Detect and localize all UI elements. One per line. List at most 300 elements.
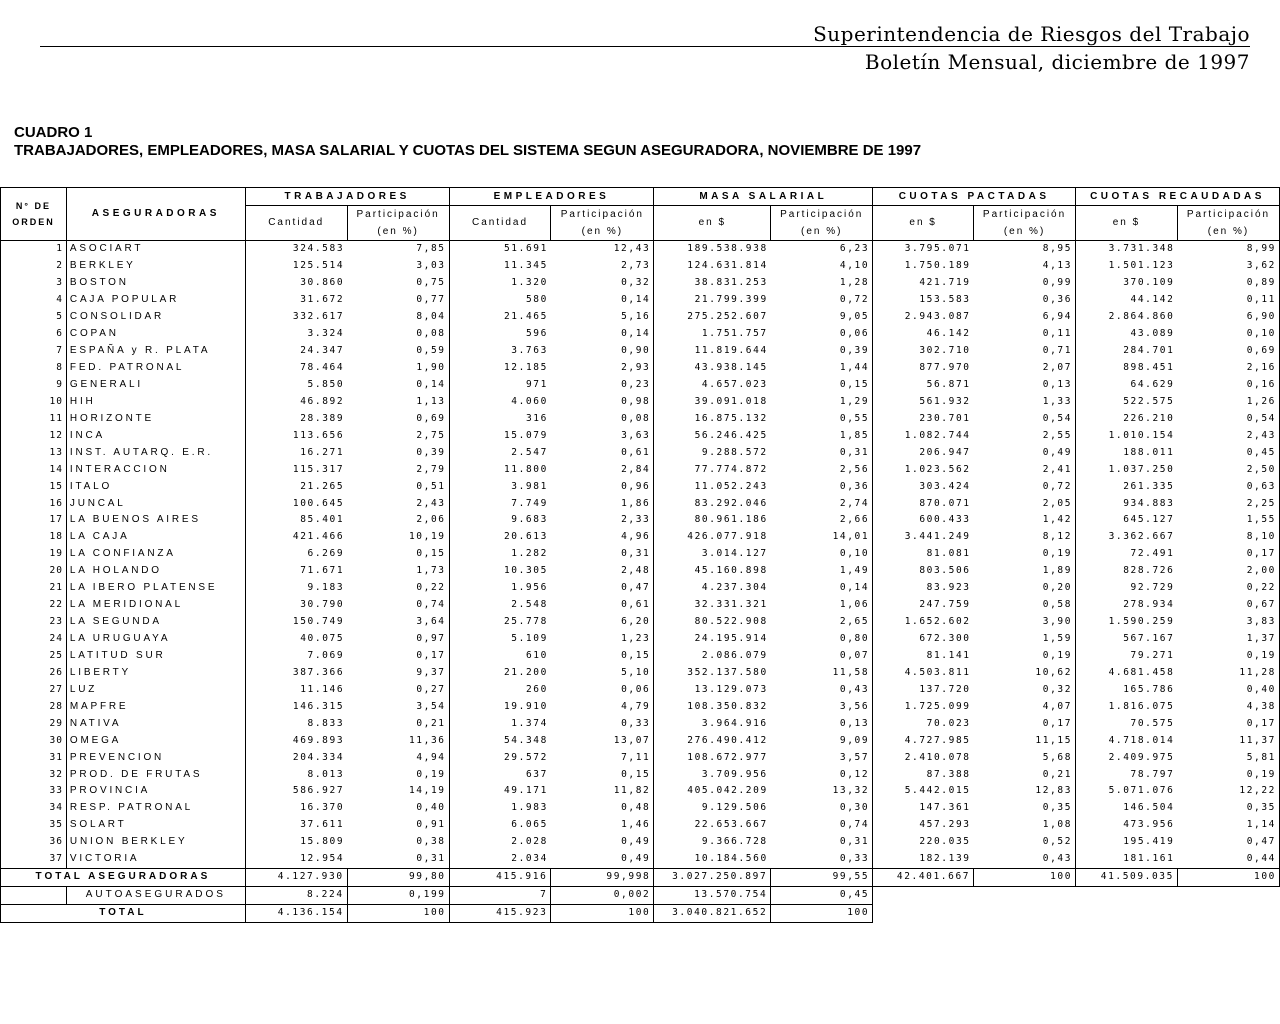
- row-value: 100.645: [292, 497, 345, 509]
- col-orden-line2: ORDEN: [12, 217, 55, 227]
- autoasegurados-orden: [1, 886, 67, 904]
- row-value: 1.983: [511, 802, 548, 814]
- row-participacion: 11,37: [1177, 732, 1279, 749]
- row-value: 1.751.757: [701, 328, 768, 340]
- row-participacion: 1,33: [974, 393, 1076, 410]
- row-participacion: 2,43: [1177, 427, 1279, 444]
- table-title: TRABAJADORES, EMPLEADORES, MASA SALARIAL Y CUOTAS DEL SISTEMA SEGUN ASEGURADORA, NOVIEMBRE DE 1997: [14, 142, 922, 159]
- row-participacion: 0,10: [771, 546, 873, 563]
- total-row: [1, 904, 1280, 922]
- row-orden: 12: [1, 427, 67, 444]
- table-row: [1, 529, 1280, 546]
- row-participacion: 9,37: [347, 664, 449, 681]
- row-participacion: 2,07: [974, 360, 1076, 377]
- row-value: 29.572: [503, 751, 548, 763]
- report-header-bulletin: Boletín Mensual, diciembre de 1997: [864, 50, 1250, 74]
- autoasegurados-value: 13.570.754: [654, 886, 771, 904]
- row-participacion: 4,79: [551, 698, 654, 715]
- row-participacion: 0,71: [974, 343, 1076, 360]
- total-aseguradoras-value: 99,55: [771, 868, 873, 886]
- row-participacion: 1,85: [771, 427, 873, 444]
- table-row: [1, 563, 1280, 580]
- row-aseguradora: VICTORIA: [66, 851, 245, 868]
- row-value: 24.347: [300, 345, 345, 357]
- row-value: 1.037.250: [1108, 463, 1175, 475]
- row-orden: 22: [1, 597, 67, 614]
- row-value: 125.514: [292, 260, 345, 272]
- row-participacion: 0,69: [347, 410, 449, 427]
- row-participacion: 0,43: [974, 851, 1076, 868]
- row-participacion: 11,82: [551, 783, 654, 800]
- row-participacion: 4,07: [974, 698, 1076, 715]
- table-row: [1, 377, 1280, 394]
- row-value: 1.956: [511, 582, 548, 594]
- row-value: 188.011: [1123, 446, 1175, 458]
- row-value: 3.362.667: [1108, 531, 1175, 543]
- row-orden: 24: [1, 631, 67, 648]
- row-participacion: 0,98: [551, 393, 654, 410]
- row-participacion: 14,01: [771, 529, 873, 546]
- row-participacion: 0,47: [551, 580, 654, 597]
- row-value: 38.831.253: [694, 277, 768, 289]
- row-aseguradora: BOSTON: [66, 275, 245, 292]
- row-orden: 2: [1, 258, 67, 275]
- total-aseguradoras-value: 99,80: [347, 868, 449, 886]
- row-value: 12.185: [503, 362, 548, 374]
- subheader-value: en $: [654, 206, 771, 241]
- row-participacion: 0,51: [347, 478, 449, 495]
- row-participacion: 0,33: [771, 851, 873, 868]
- row-aseguradora: INST. AUTARQ. E.R.: [66, 444, 245, 461]
- row-participacion: 0,89: [1177, 275, 1279, 292]
- subheader-participacion: Participación: [1177, 206, 1279, 224]
- row-participacion: 1,44: [771, 360, 873, 377]
- row-participacion: 0,19: [1177, 766, 1279, 783]
- row-value: 64.629: [1130, 378, 1175, 390]
- row-participacion: 1,29: [771, 393, 873, 410]
- row-participacion: 0,30: [771, 800, 873, 817]
- row-value: 11.146: [300, 683, 345, 695]
- row-value: 80.522.908: [694, 616, 768, 628]
- row-value: 1.282: [511, 548, 548, 560]
- row-value: 124.631.814: [687, 260, 768, 272]
- row-value: 21.265: [300, 480, 345, 492]
- col-orden-line1: N° DE: [15, 201, 52, 211]
- row-orden: 20: [1, 563, 67, 580]
- row-participacion: 0,17: [1177, 546, 1279, 563]
- row-value: 20.613: [503, 531, 548, 543]
- row-value: 3.964.916: [701, 717, 768, 729]
- row-value: 3.441.249: [904, 531, 971, 543]
- row-participacion: 0,39: [347, 444, 449, 461]
- row-value: 46.892: [300, 395, 345, 407]
- row-aseguradora: RESP. PATRONAL: [66, 800, 245, 817]
- row-value: 49.171: [503, 785, 548, 797]
- row-participacion: 4,13: [974, 258, 1076, 275]
- row-orden: 35: [1, 817, 67, 834]
- row-participacion: 1,55: [1177, 512, 1279, 529]
- row-participacion: 0,21: [974, 766, 1076, 783]
- row-value: 284.701: [1123, 345, 1175, 357]
- row-value: 672.300: [919, 633, 971, 645]
- row-value: 4.681.458: [1108, 666, 1175, 678]
- row-participacion: 0,39: [771, 343, 873, 360]
- row-value: 85.401: [300, 514, 345, 526]
- total-aseguradoras-value: 3.027.250.897: [654, 868, 771, 886]
- row-participacion: 0,31: [771, 834, 873, 851]
- row-participacion: 4,10: [771, 258, 873, 275]
- row-orden: 1: [1, 241, 67, 258]
- row-value: 3.324: [307, 328, 345, 340]
- table-row: [1, 360, 1280, 377]
- row-participacion: 0,32: [551, 275, 654, 292]
- row-aseguradora: CAJA POPULAR: [66, 292, 245, 309]
- row-aseguradora: LA IBERO PLATENSE: [66, 580, 245, 597]
- row-participacion: 0,31: [347, 851, 449, 868]
- total-aseguradoras-label: TOTAL ASEGURADORAS: [1, 868, 246, 886]
- col-aseguradoras-header: ASEGURADORAS: [66, 188, 245, 241]
- row-value: 10.184.560: [654, 851, 771, 868]
- row-value: 7.749: [511, 497, 548, 509]
- row-participacion: 1,90: [347, 360, 449, 377]
- group-header-empleadores: EMPLEADORES: [449, 188, 654, 206]
- row-participacion: 3,64: [347, 614, 449, 631]
- row-participacion: 0,14: [347, 377, 449, 394]
- row-value: 9.288.572: [701, 446, 768, 458]
- row-participacion: 0,48: [551, 800, 654, 817]
- row-aseguradora: ASOCIART: [66, 241, 245, 258]
- row-participacion: 0,20: [974, 580, 1076, 597]
- row-participacion: 2,05: [974, 495, 1076, 512]
- row-value: 71.671: [300, 565, 345, 577]
- group-header-cuotas-pactadas: CUOTAS PACTADAS: [873, 188, 1076, 206]
- table-row: [1, 631, 1280, 648]
- row-participacion: 3,63: [551, 427, 654, 444]
- row-orden: 17: [1, 512, 67, 529]
- autoasegurados-value: 0,45: [771, 886, 873, 904]
- row-orden: 31: [1, 749, 67, 766]
- row-participacion: 0,15: [347, 546, 449, 563]
- row-participacion: 0,90: [551, 343, 654, 360]
- row-value: 78.797: [1130, 768, 1175, 780]
- row-value: 6.065: [511, 819, 548, 831]
- row-value: 108.350.832: [687, 700, 768, 712]
- table-row: [1, 309, 1280, 326]
- row-participacion: 0,61: [551, 444, 654, 461]
- row-value: 83.923: [926, 582, 971, 594]
- row-value: 45.160.898: [694, 565, 768, 577]
- row-participacion: 2,74: [771, 495, 873, 512]
- row-aseguradora: LA SEGUNDA: [66, 614, 245, 631]
- row-participacion: 2,16: [1177, 360, 1279, 377]
- row-orden: 8: [1, 360, 67, 377]
- subheader-participacion: Participación: [347, 206, 449, 224]
- row-participacion: 1,42: [974, 512, 1076, 529]
- row-value: 5.850: [307, 378, 345, 390]
- row-participacion: 0,11: [974, 326, 1076, 343]
- row-aseguradora: HIH: [66, 393, 245, 410]
- row-value: 230.701: [919, 412, 971, 424]
- total-aseguradoras-value: 100: [1177, 868, 1279, 886]
- row-participacion: 12,43: [551, 241, 654, 258]
- row-value: 4.237.304: [701, 582, 768, 594]
- row-participacion: 0,67: [1177, 597, 1279, 614]
- row-value: 79.271: [1130, 649, 1175, 661]
- row-participacion: 1,23: [551, 631, 654, 648]
- total-aseguradoras-row: [1, 868, 1280, 886]
- row-value: 387.366: [292, 666, 345, 678]
- table-row: [1, 410, 1280, 427]
- row-value: 457.293: [919, 819, 971, 831]
- row-orden: 4: [1, 292, 67, 309]
- row-value: 1.652.602: [904, 616, 971, 628]
- row-participacion: 4,96: [551, 529, 654, 546]
- row-participacion: 0,06: [551, 681, 654, 698]
- row-participacion: 2,06: [347, 512, 449, 529]
- row-participacion: 2,75: [347, 427, 449, 444]
- row-participacion: 2,93: [551, 360, 654, 377]
- row-aseguradora: PROVINCIA: [66, 783, 245, 800]
- row-participacion: 1,89: [974, 563, 1076, 580]
- table-number: CUADRO 1: [14, 124, 93, 141]
- row-participacion: 0,14: [551, 292, 654, 309]
- row-value: 421.466: [292, 531, 345, 543]
- row-participacion: 0,23: [551, 377, 654, 394]
- row-value: 2.034: [449, 851, 551, 868]
- row-value: 316: [525, 412, 548, 424]
- row-participacion: 2,66: [771, 512, 873, 529]
- row-value: 645.127: [1123, 514, 1175, 526]
- row-participacion: 2,84: [551, 461, 654, 478]
- row-aseguradora: ESPAÑA y R. PLATA: [66, 343, 245, 360]
- table-row: [1, 851, 1280, 868]
- total-value: 100: [771, 904, 873, 922]
- row-participacion: 0,45: [1177, 444, 1279, 461]
- row-participacion: 14,19: [347, 783, 449, 800]
- row-aseguradora: OMEGA: [66, 732, 245, 749]
- row-participacion: 2,00: [1177, 563, 1279, 580]
- row-aseguradora: INTERACCION: [66, 461, 245, 478]
- row-participacion: 2,73: [551, 258, 654, 275]
- total-aseguradoras-value: 415.916: [449, 868, 551, 886]
- row-value: 51.691: [503, 243, 548, 255]
- row-participacion: 0,08: [347, 326, 449, 343]
- row-value: 13.129.073: [694, 683, 768, 695]
- autoasegurados-row: [1, 886, 1280, 904]
- row-participacion: 0,72: [974, 478, 1076, 495]
- row-value: 137.720: [919, 683, 971, 695]
- row-orden: 34: [1, 800, 67, 817]
- row-participacion: 0,32: [974, 681, 1076, 698]
- row-orden: 3: [1, 275, 67, 292]
- row-orden: 13: [1, 444, 67, 461]
- row-participacion: 6,23: [771, 241, 873, 258]
- row-participacion: 1,06: [771, 597, 873, 614]
- row-value: 473.956: [1123, 819, 1175, 831]
- row-value: 11.345: [503, 260, 548, 272]
- row-participacion: 0,13: [974, 377, 1076, 394]
- row-participacion: 0,08: [551, 410, 654, 427]
- row-value: 21.200: [503, 666, 548, 678]
- row-value: 92.729: [1130, 582, 1175, 594]
- row-value: 8.833: [307, 717, 345, 729]
- table-row: [1, 343, 1280, 360]
- row-value: 147.361: [919, 802, 971, 814]
- row-participacion: 0,15: [551, 766, 654, 783]
- row-value: 24.195.914: [694, 633, 768, 645]
- row-participacion: 8,99: [1177, 241, 1279, 258]
- row-participacion: 11,28: [1177, 664, 1279, 681]
- row-participacion: 0,99: [974, 275, 1076, 292]
- row-value: 226.210: [1123, 412, 1175, 424]
- row-participacion: 7,11: [551, 749, 654, 766]
- row-participacion: 12,22: [1177, 783, 1279, 800]
- row-participacion: 0,97: [347, 631, 449, 648]
- row-participacion: 2,50: [1177, 461, 1279, 478]
- row-participacion: 6,94: [974, 309, 1076, 326]
- total-value: 100: [551, 904, 654, 922]
- row-participacion: 0,55: [771, 410, 873, 427]
- row-participacion: 4,94: [347, 749, 449, 766]
- table-row: [1, 834, 1280, 851]
- row-value: 70.575: [1130, 717, 1175, 729]
- header-rule: [40, 46, 1250, 47]
- table-row: [1, 597, 1280, 614]
- row-value: 28.389: [300, 412, 345, 424]
- row-value: 56.871: [926, 378, 971, 390]
- row-value: 260: [525, 683, 548, 695]
- row-value: 72.491: [1130, 548, 1175, 560]
- row-participacion: 1,49: [771, 563, 873, 580]
- row-value: 40.075: [300, 633, 345, 645]
- row-value: 31.672: [300, 294, 345, 306]
- row-value: 25.778: [503, 616, 548, 628]
- row-orden: 37: [1, 851, 67, 868]
- subheader-value: en $: [873, 206, 974, 241]
- row-participacion: 0,36: [771, 478, 873, 495]
- row-aseguradora: LA CAJA: [66, 529, 245, 546]
- table-row: [1, 258, 1280, 275]
- row-participacion: 2,33: [551, 512, 654, 529]
- row-orden: 21: [1, 580, 67, 597]
- row-value: 81.081: [926, 548, 971, 560]
- row-participacion: 0,72: [771, 292, 873, 309]
- row-participacion: 0,27: [347, 681, 449, 698]
- row-participacion: 0,16: [1177, 377, 1279, 394]
- row-participacion: 0,12: [771, 766, 873, 783]
- row-value: 2.864.860: [1108, 311, 1175, 323]
- row-participacion: 1,26: [1177, 393, 1279, 410]
- row-value: 469.893: [292, 734, 345, 746]
- row-value: 43.089: [1130, 328, 1175, 340]
- row-orden: 36: [1, 834, 67, 851]
- row-value: 637: [525, 768, 548, 780]
- row-participacion: 0,06: [771, 326, 873, 343]
- row-orden: 30: [1, 732, 67, 749]
- row-participacion: 0,13: [771, 715, 873, 732]
- row-participacion: 0,33: [551, 715, 654, 732]
- row-aseguradora: LATITUD SUR: [66, 648, 245, 665]
- table-row: [1, 393, 1280, 410]
- row-aseguradora: GENERALI: [66, 377, 245, 394]
- row-value: 113.656: [292, 429, 345, 441]
- subheader-en-pct: (en %): [771, 223, 873, 241]
- row-participacion: 3,03: [347, 258, 449, 275]
- row-value: 150.749: [292, 616, 345, 628]
- row-value: 10.305: [503, 565, 548, 577]
- row-value: 189.538.938: [687, 243, 768, 255]
- row-value: 6.269: [307, 548, 345, 560]
- row-participacion: 0,61: [551, 597, 654, 614]
- row-participacion: 8,10: [1177, 529, 1279, 546]
- row-value: 9.366.728: [701, 836, 768, 848]
- row-participacion: 0,15: [551, 648, 654, 665]
- row-value: 3.795.071: [904, 243, 971, 255]
- table-row: [1, 800, 1280, 817]
- row-participacion: 2,55: [974, 427, 1076, 444]
- subheader-en-pct: (en %): [347, 223, 449, 241]
- row-value: 16.271: [300, 446, 345, 458]
- row-participacion: 12,83: [974, 783, 1076, 800]
- table-row: [1, 614, 1280, 631]
- row-aseguradora: NATIVA: [66, 715, 245, 732]
- row-aseguradora: LA BUENOS AIRES: [66, 512, 245, 529]
- row-participacion: 0,19: [347, 766, 449, 783]
- row-value: 56.246.425: [694, 429, 768, 441]
- row-value: 600.433: [919, 514, 971, 526]
- row-value: 1.501.123: [1108, 260, 1175, 272]
- row-value: 278.934: [1123, 599, 1175, 611]
- row-value: 332.617: [292, 311, 345, 323]
- subheader-participacion: Participación: [974, 206, 1076, 224]
- row-value: 54.348: [503, 734, 548, 746]
- row-participacion: 0,74: [771, 817, 873, 834]
- row-participacion: 3,57: [771, 749, 873, 766]
- table-row: [1, 698, 1280, 715]
- row-participacion: 6,20: [551, 614, 654, 631]
- row-participacion: 3,62: [1177, 258, 1279, 275]
- row-participacion: 8,95: [974, 241, 1076, 258]
- row-participacion: 0,58: [974, 597, 1076, 614]
- row-value: 567.167: [1123, 633, 1175, 645]
- subheader-participacion: Participación: [771, 206, 873, 224]
- total-aseguradoras-value: 42.401.667: [873, 868, 974, 886]
- row-participacion: 0,49: [974, 444, 1076, 461]
- row-orden: 26: [1, 664, 67, 681]
- total-value: 3.040.821.652: [654, 904, 771, 922]
- row-value: 1.590.259: [1108, 616, 1175, 628]
- table-row: [1, 292, 1280, 309]
- table-row: [1, 275, 1280, 292]
- row-aseguradora: LIBERTY: [66, 664, 245, 681]
- row-participacion: 2,65: [771, 614, 873, 631]
- row-value: 182.139: [873, 851, 974, 868]
- row-value: 204.334: [292, 751, 345, 763]
- table-row: [1, 664, 1280, 681]
- row-value: 146.315: [292, 700, 345, 712]
- row-value: 70.023: [926, 717, 971, 729]
- row-value: 3.709.956: [701, 768, 768, 780]
- autoasegurados-value: 0,002: [551, 886, 654, 904]
- table-row: [1, 495, 1280, 512]
- row-orden: 29: [1, 715, 67, 732]
- row-value: 11.819.644: [694, 345, 768, 357]
- row-value: 19.910: [503, 700, 548, 712]
- row-participacion: 6,90: [1177, 309, 1279, 326]
- row-participacion: 0,31: [551, 546, 654, 563]
- row-participacion: 0,40: [347, 800, 449, 817]
- row-value: 15.809: [300, 836, 345, 848]
